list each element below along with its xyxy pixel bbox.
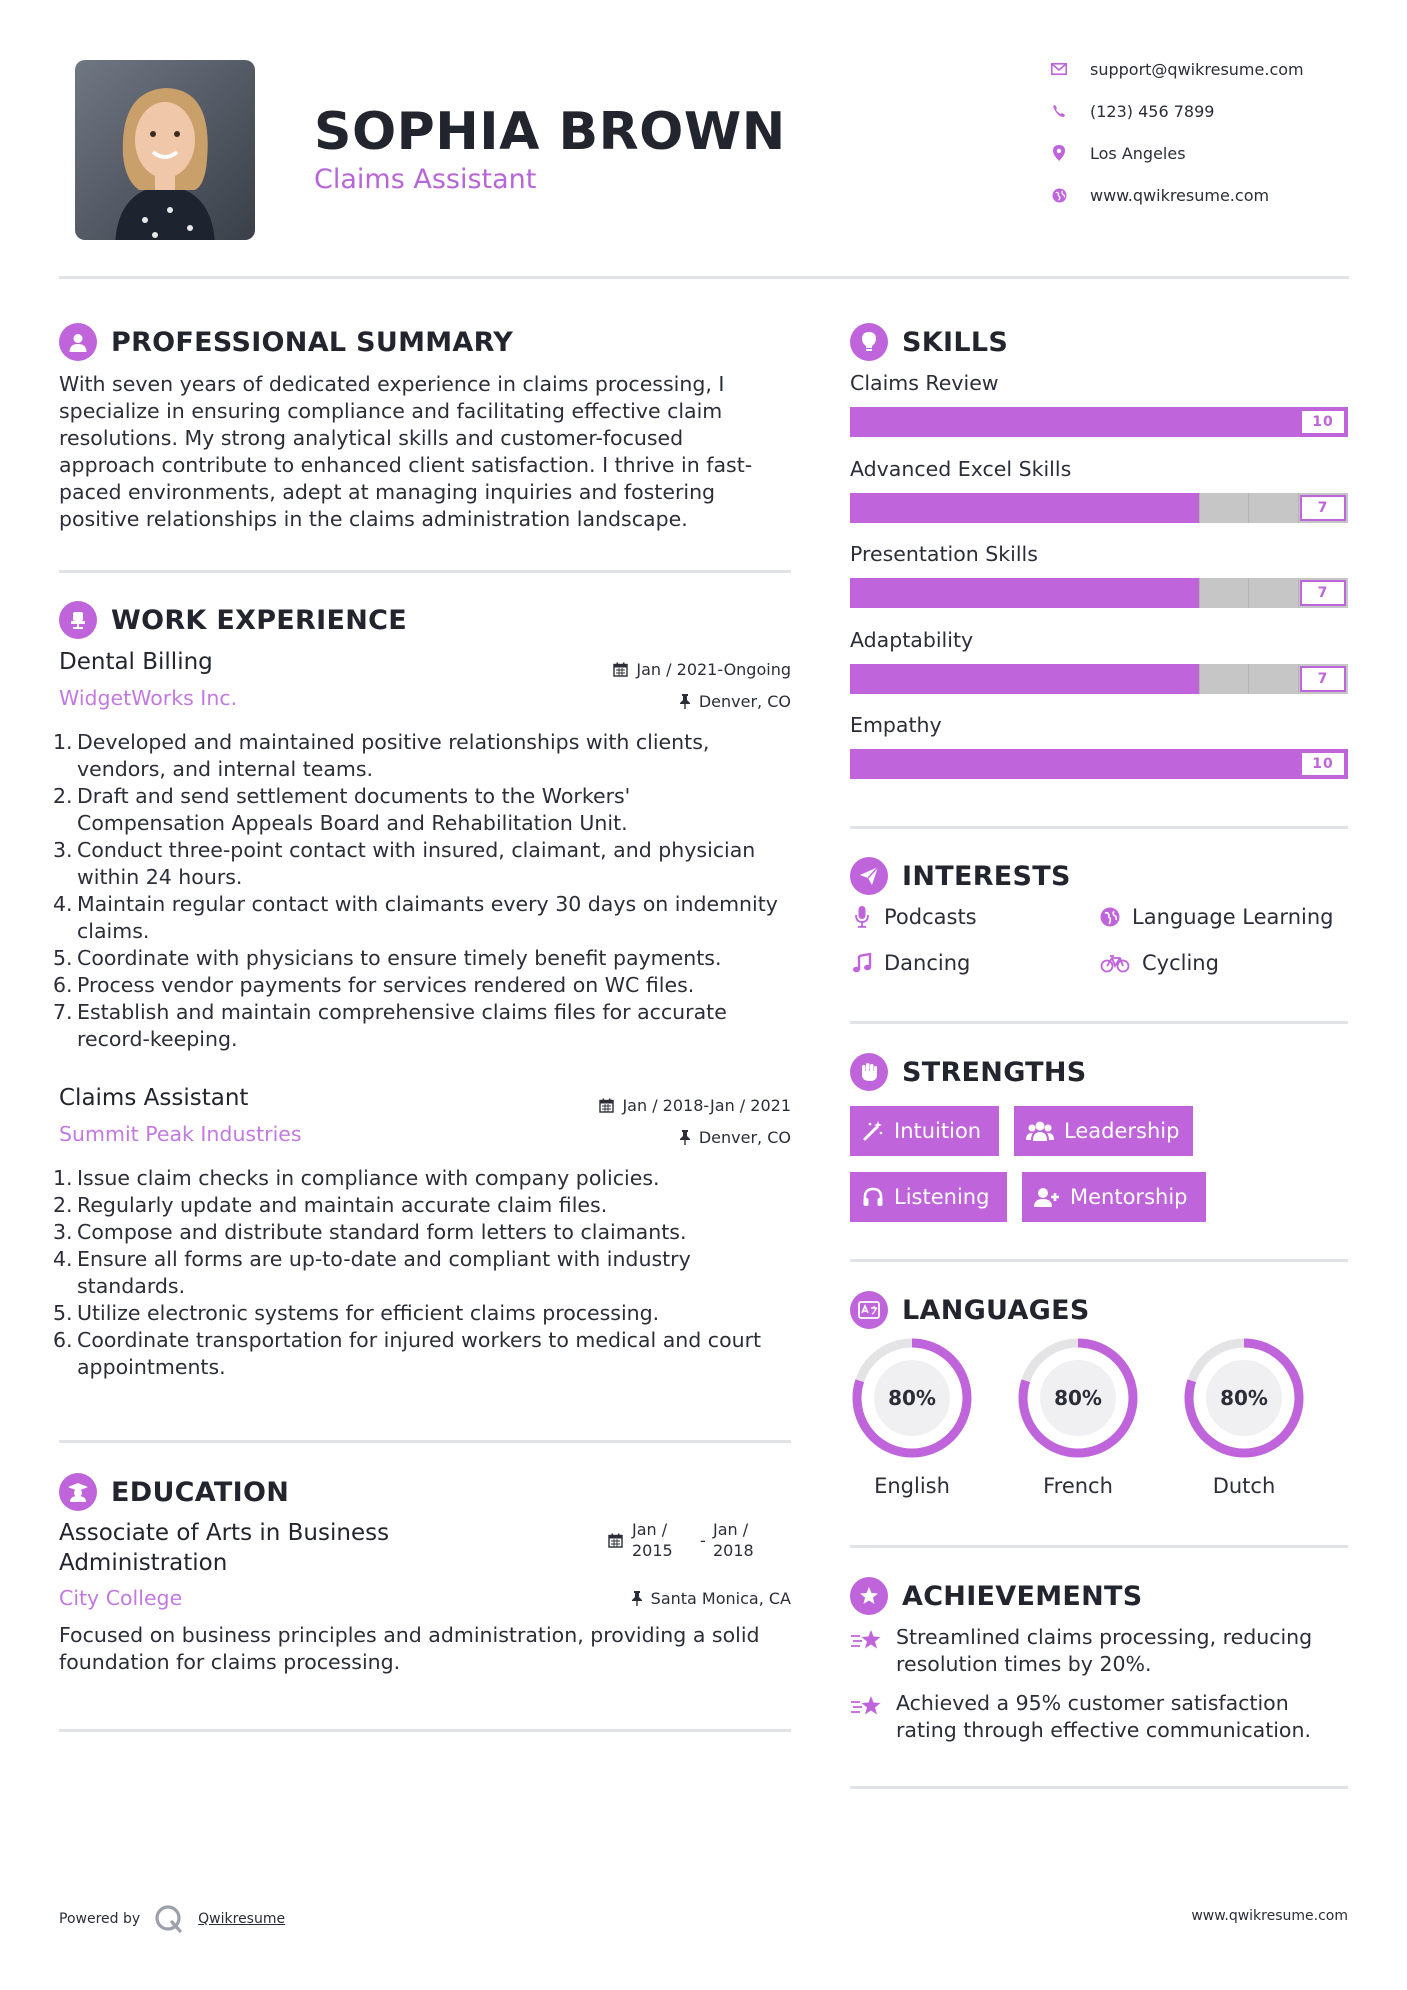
skill-bar-filled-segment	[999, 664, 1049, 694]
skill-bar-filled-segment	[1099, 749, 1149, 779]
date-end: Jan / 2018	[713, 1520, 754, 1560]
skill-bar-empty-segment	[1199, 664, 1249, 694]
user-icon	[59, 323, 97, 361]
contact-email[interactable]	[1050, 54, 1340, 84]
skill-bar	[850, 407, 1348, 437]
job-location-text: Denver, CO	[698, 691, 791, 711]
summary-line: specialize in ensuring compliance and facilitating effective claim	[59, 399, 723, 423]
skill-bar-filled-segment	[1248, 749, 1298, 779]
candidate-name: SOPHIA BROWN	[314, 102, 786, 162]
contact-location-text: Los Angeles	[1090, 143, 1186, 163]
achievements-section-header	[850, 1576, 1143, 1616]
company-name: WidgetWorks Inc.	[59, 686, 238, 710]
achievement-item: Streamlined claims processing, reducing resolution times by 20%.	[850, 1624, 1350, 1678]
skill-bar-filled-segment	[999, 578, 1049, 608]
skill-bar-filled-segment	[1049, 664, 1099, 694]
phone-icon	[1050, 102, 1068, 120]
education-description: Focused on business principles and administration, providing a solid foundation for claims processing.	[59, 1623, 760, 1674]
skill-bar-filled-segment	[999, 407, 1049, 437]
skill-bar-filled-segment	[999, 749, 1049, 779]
job-duties-list	[53, 729, 799, 1053]
skill-bar-filled-segment	[1099, 407, 1149, 437]
magic-wand-icon	[862, 1120, 884, 1142]
summary-line: positive relationships in the claims administration landscape.	[59, 507, 688, 531]
skill-bar-filled-segment	[1149, 664, 1199, 694]
pushpin-icon	[679, 694, 691, 709]
languages-section-header	[850, 1290, 1090, 1330]
skill-bar-filled-segment	[1049, 578, 1099, 608]
skills-title: SKILLS	[902, 326, 1009, 358]
skill-bar-filled-segment	[1149, 493, 1199, 523]
duty-item: 5. Utilize electronic systems for efficient claims processing.	[53, 1301, 660, 1325]
achievements-divider	[850, 1786, 1348, 1789]
summary-section-header	[59, 322, 513, 362]
skill-score: 10	[1300, 751, 1346, 777]
pushpin-icon	[631, 1591, 643, 1606]
language-name: French	[1043, 1474, 1113, 1498]
skill-bar-filled-segment	[900, 578, 950, 608]
job-location	[520, 1125, 791, 1149]
education-divider	[59, 1729, 791, 1732]
skill-bar-filled-segment	[900, 664, 950, 694]
skill-name: Claims Review	[850, 371, 999, 395]
contact-phone-text: (123) 456 7899	[1090, 101, 1215, 121]
skill-bar	[850, 493, 1348, 523]
duty-item: 6. Coordinate transportation for injured workers to medical and court appointments.	[53, 1328, 762, 1379]
profile-photo	[75, 60, 255, 240]
footer-brand-link[interactable]: Qwikresume	[198, 1911, 286, 1927]
paper-plane-icon	[850, 857, 888, 895]
strengths-divider	[850, 1259, 1348, 1262]
duty-item: 1. Developed and maintained positive relationships with clients, vendors, and internal teams.	[53, 730, 710, 781]
qwikresume-logo-icon	[154, 1904, 184, 1934]
summary-line: resolutions. My strong analytical skills and customer-focused	[59, 426, 684, 450]
duty-item: 1. Issue claim checks in compliance with company policies.	[53, 1166, 660, 1190]
skill-bar-filled-segment	[1099, 578, 1149, 608]
briefcase-chair-icon	[59, 601, 97, 639]
skill-bar-filled-segment	[950, 664, 1000, 694]
music-note-icon	[850, 953, 874, 973]
summary-line: paced environments, adept at managing inquiries and fostering	[59, 480, 716, 504]
duty-item: 5. Coordinate with physicians to ensure timely benefit payments.	[53, 946, 722, 970]
calendar-icon	[613, 662, 628, 677]
interest-item: Cycling	[1098, 948, 1219, 978]
job-dates-text: Jan / 2018-Jan / 2021	[622, 1095, 791, 1115]
language-percent: 80%	[888, 1386, 936, 1410]
duty-item: 3. Conduct three-point contact with insured, claimant, and physician within 24 hours.	[53, 838, 756, 889]
skill-bar-filled-segment	[850, 578, 900, 608]
languages-title: LANGUAGES	[902, 1294, 1090, 1326]
language-progress-ring	[850, 1336, 974, 1460]
skill-bar-filled-segment	[850, 664, 900, 694]
language-progress-ring	[1016, 1336, 1140, 1460]
skill-name: Presentation Skills	[850, 542, 1038, 566]
duty-item: 7. Establish and maintain comprehensive claims files for accurate record-keeping.	[53, 1000, 727, 1051]
fist-icon	[850, 1053, 888, 1091]
job-location-text: Denver, CO	[698, 1127, 791, 1147]
skill-bar-filled-segment	[1049, 749, 1099, 779]
pushpin-icon	[679, 1130, 691, 1145]
skill-bar-filled-segment	[1149, 578, 1199, 608]
duty-item: 4. Maintain regular contact with claimants every 30 days on indemnity claims.	[53, 892, 778, 943]
skill-bar-filled-segment	[950, 578, 1000, 608]
skill-bar	[850, 749, 1348, 779]
skill-bar-empty-segment	[1248, 493, 1298, 523]
achievements-title: ACHIEVEMENTS	[902, 1580, 1143, 1612]
language-name: English	[874, 1474, 950, 1498]
skill-bar-filled-segment	[1099, 664, 1149, 694]
interest-item: Language Learning	[1098, 902, 1333, 932]
contact-phone[interactable]	[1050, 96, 1340, 126]
strengths-title: STRENGTHS	[902, 1056, 1087, 1088]
footer-powered-by: Powered by Qwikresume	[59, 1904, 285, 1934]
education-location	[520, 1586, 791, 1610]
skill-bar-empty-segment	[1199, 493, 1249, 523]
interests-divider	[850, 1021, 1348, 1024]
summary-line: approach contribute to enhanced client satisfaction. I thrive in fast-	[59, 453, 753, 477]
skill-bar	[850, 664, 1348, 694]
education-section-header	[59, 1472, 289, 1512]
contact-email-text: support@qwikresume.com	[1090, 59, 1304, 79]
education-location-text: Santa Monica, CA	[650, 1588, 791, 1608]
skill-bar-empty-segment	[1248, 664, 1298, 694]
skill-score: 7	[1300, 666, 1346, 692]
skill-bar-filled-segment	[1149, 749, 1199, 779]
language-progress-ring	[1182, 1336, 1306, 1460]
strength-tag: Listening	[850, 1172, 1007, 1222]
job-dates	[520, 1093, 791, 1117]
summary-title: PROFESSIONAL SUMMARY	[111, 326, 514, 358]
contact-location	[1050, 138, 1340, 168]
skill-bar-empty-segment	[1248, 578, 1298, 608]
achievement-item: Achieved a 95% customer satisfaction rating through effective communication.	[850, 1690, 1350, 1744]
education-dates	[608, 1519, 758, 1563]
skill-name: Empathy	[850, 713, 942, 737]
interests-section-header	[850, 856, 1071, 896]
job-title: Dental Billing	[59, 649, 213, 675]
job-title: Claims Assistant	[59, 1085, 249, 1111]
skill-bar-filled-segment	[900, 407, 950, 437]
languages-divider	[850, 1545, 1348, 1548]
headphones-icon	[862, 1186, 884, 1208]
strength-tag: Intuition	[850, 1106, 999, 1156]
calendar-icon	[608, 1533, 623, 1548]
contact-website[interactable]	[1050, 180, 1340, 210]
skill-bar-filled-segment	[850, 749, 900, 779]
skill-bar-filled-segment	[1199, 749, 1249, 779]
skill-bar-filled-segment	[1199, 407, 1249, 437]
summary-line: With seven years of dedicated experience in claims processing, I	[59, 372, 725, 396]
footer-url[interactable]: www.qwikresume.com	[1191, 1908, 1348, 1924]
skill-bar-filled-segment	[1049, 493, 1099, 523]
strength-tag: Mentorship	[1022, 1172, 1206, 1222]
skill-bar-filled-segment	[999, 493, 1049, 523]
contact-website-text: www.qwikresume.com	[1090, 185, 1270, 205]
language-percent: 80%	[1220, 1386, 1268, 1410]
job-location	[520, 689, 791, 713]
duty-item: 3. Compose and distribute standard form letters to claimants.	[53, 1220, 687, 1244]
duty-item: 4. Ensure all forms are up-to-date and compliant with industry standards.	[53, 1247, 691, 1298]
globe-icon	[1098, 907, 1122, 927]
school-name: City College	[59, 1586, 183, 1610]
lightbulb-icon	[850, 323, 888, 361]
job-dates-text: Jan / 2021-Ongoing	[636, 659, 791, 679]
interests-title: INTERESTS	[902, 860, 1071, 892]
degree-line: Administration	[59, 1550, 228, 1576]
language-card-icon	[850, 1291, 888, 1329]
company-name: Summit Peak Industries	[59, 1122, 302, 1146]
users-icon	[1026, 1120, 1054, 1142]
summary-text	[59, 371, 799, 533]
skill-bar-filled-segment	[850, 407, 900, 437]
globe-icon	[1050, 186, 1068, 204]
skill-score: 10	[1300, 409, 1346, 435]
duty-item: 6. Process vendor payments for services rendered on WC files.	[53, 973, 695, 997]
skill-score: 7	[1300, 580, 1346, 606]
skill-bar-filled-segment	[950, 493, 1000, 523]
star-badge-icon	[850, 1577, 888, 1615]
skill-bar-filled-segment	[950, 407, 1000, 437]
degree-name	[59, 1518, 389, 1578]
experience-divider	[59, 1440, 791, 1443]
language-percent: 80%	[1054, 1386, 1102, 1410]
skill-bar-filled-segment	[1149, 407, 1199, 437]
duty-item: 2. Regularly update and maintain accurate claim files.	[53, 1193, 608, 1217]
skill-bar-filled-segment	[850, 493, 900, 523]
skill-bar-filled-segment	[950, 749, 1000, 779]
skill-score: 7	[1300, 495, 1346, 521]
date-separator: -	[700, 1531, 706, 1550]
envelope-icon	[1050, 60, 1068, 78]
user-plus-icon	[1034, 1186, 1060, 1208]
experience-title: WORK EXPERIENCE	[111, 604, 407, 636]
skill-name: Adaptability	[850, 627, 974, 652]
language-item	[850, 1336, 974, 1498]
strength-tag: Leadership	[1014, 1106, 1193, 1156]
shooting-star-icon	[850, 1624, 884, 1678]
interest-item: Dancing	[850, 948, 970, 978]
job-duties-list	[53, 1165, 799, 1381]
skill-bar	[850, 578, 1348, 608]
skill-bar-filled-segment	[900, 749, 950, 779]
skill-bar-filled-segment	[1049, 407, 1099, 437]
skill-bar-filled-segment	[1248, 407, 1298, 437]
skills-section-header	[850, 322, 1008, 362]
strengths-section-header	[850, 1052, 1087, 1092]
skills-divider	[850, 826, 1348, 829]
summary-divider	[59, 570, 791, 573]
bicycle-icon	[1098, 953, 1132, 973]
job-dates	[520, 657, 791, 681]
skill-bar-empty-segment	[1199, 578, 1249, 608]
experience-section-header	[59, 600, 407, 640]
header-divider	[59, 276, 1349, 279]
shooting-star-icon	[850, 1690, 884, 1744]
education-title: EDUCATION	[111, 1476, 290, 1508]
language-name: Dutch	[1212, 1474, 1276, 1498]
map-pin-icon	[1050, 144, 1068, 162]
language-item	[1182, 1336, 1306, 1498]
degree-line: Associate of Arts in Business	[59, 1520, 390, 1546]
skill-name: Advanced Excel Skills	[850, 456, 1072, 481]
skill-bar-filled-segment	[1099, 493, 1149, 523]
candidate-role: Claims Assistant	[314, 164, 537, 195]
microphone-icon	[850, 906, 874, 928]
language-item	[1016, 1336, 1140, 1498]
date-start: Jan / 2015	[632, 1520, 673, 1560]
interest-item: Podcasts	[850, 902, 977, 932]
duty-item: 2. Draft and send settlement documents to the Workers' Compensation Appeals Board and Rehabilitation Unit.	[53, 784, 631, 835]
calendar-icon	[599, 1098, 614, 1113]
skill-bar-filled-segment	[900, 493, 950, 523]
graduate-icon	[59, 1473, 97, 1511]
